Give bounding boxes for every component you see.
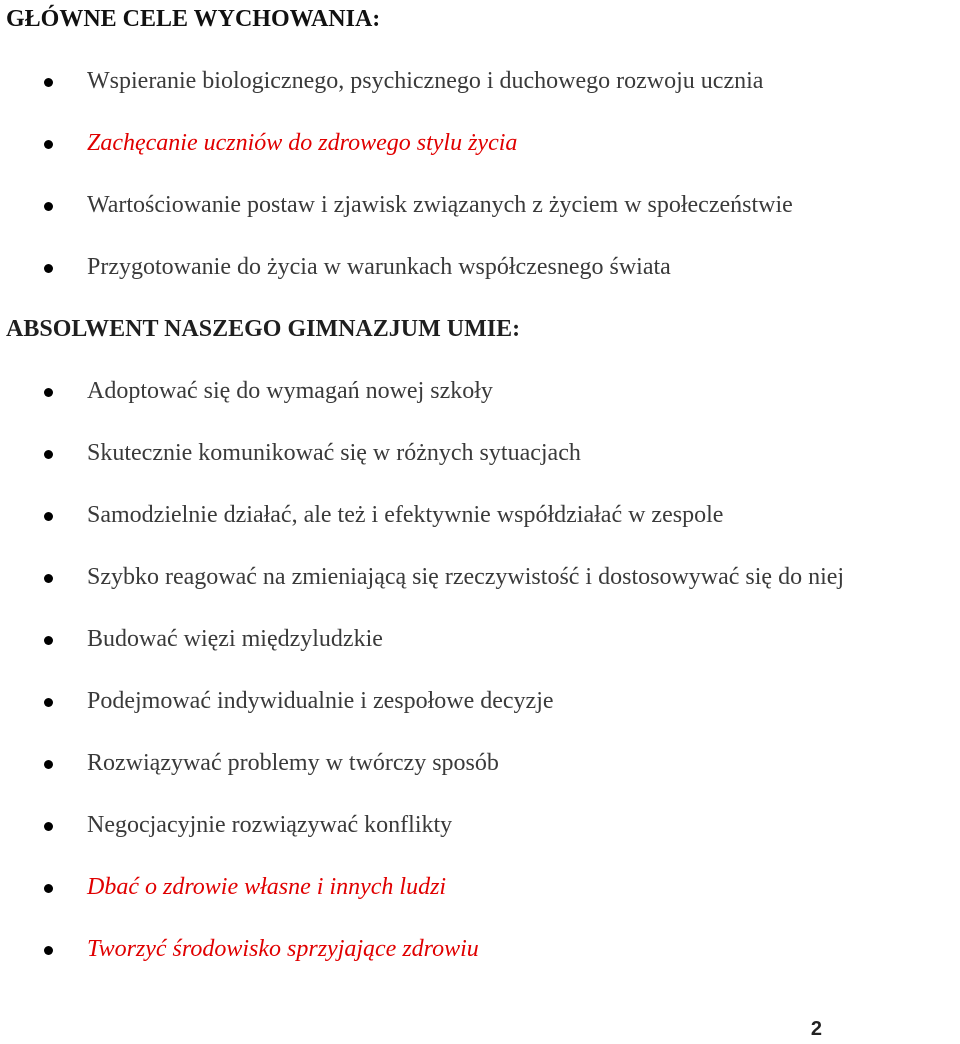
list-item-text: Podejmować indywidualnie i zespołowe decyzje bbox=[87, 688, 554, 714]
list-item-text: Adoptować się do wymagań nowej szkoły bbox=[87, 378, 493, 404]
bullet-icon bbox=[44, 140, 53, 149]
list-item-text: Szybko reagować na zmieniającą się rzeczywistość i dostosowywać się do niej bbox=[87, 564, 845, 590]
bullet-icon bbox=[44, 884, 53, 893]
list-item-text: Wspieranie biologicznego, psychicznego i duchowego rozwoju ucznia bbox=[87, 68, 764, 94]
list-item-text: Budować więzi międzyludzkie bbox=[87, 626, 383, 652]
section-title-graduate-skills: ABSOLWENT NASZEGO GIMNAZJUM UMIE: bbox=[6, 316, 521, 342]
list-item-text: Samodzielnie działać, ale też i efektywnie współdziałać w zespole bbox=[87, 502, 724, 528]
bullet-icon bbox=[44, 574, 53, 583]
bullet-icon bbox=[44, 264, 53, 273]
bullet-icon bbox=[44, 450, 53, 459]
bullet-icon bbox=[44, 636, 53, 645]
list-item-text: Dbać o zdrowie własne i innych ludzi bbox=[87, 874, 447, 900]
section-title-main-goals: GŁÓWNE CELE WYCHOWANIA: bbox=[6, 6, 381, 32]
page-number: 2 bbox=[810, 1018, 822, 1040]
bullet-icon bbox=[44, 78, 53, 87]
list-item-text: Negocjacyjnie rozwiązywać konflikty bbox=[87, 812, 453, 838]
bullet-icon bbox=[44, 512, 53, 521]
list-item-text: Przygotowanie do życia w warunkach współczesnego świata bbox=[87, 254, 671, 280]
bullet-icon bbox=[44, 760, 53, 769]
list-item-text: Tworzyć środowisko sprzyjające zdrowiu bbox=[87, 936, 479, 962]
bullet-icon bbox=[44, 946, 53, 955]
list-item-text: Zachęcanie uczniów do zdrowego stylu życia bbox=[87, 130, 518, 156]
bullet-icon bbox=[44, 388, 53, 397]
list-item-text: Skutecznie komunikować się w różnych sytuacjach bbox=[87, 440, 581, 466]
bullet-icon bbox=[44, 698, 53, 707]
bullet-icon bbox=[44, 202, 53, 211]
bullet-icon bbox=[44, 822, 53, 831]
list-item-text: Wartościowanie postaw i zjawisk związanych z życiem w społeczeństwie bbox=[87, 192, 793, 218]
list-item-text: Rozwiązywać problemy w twórczy sposób bbox=[87, 750, 499, 776]
